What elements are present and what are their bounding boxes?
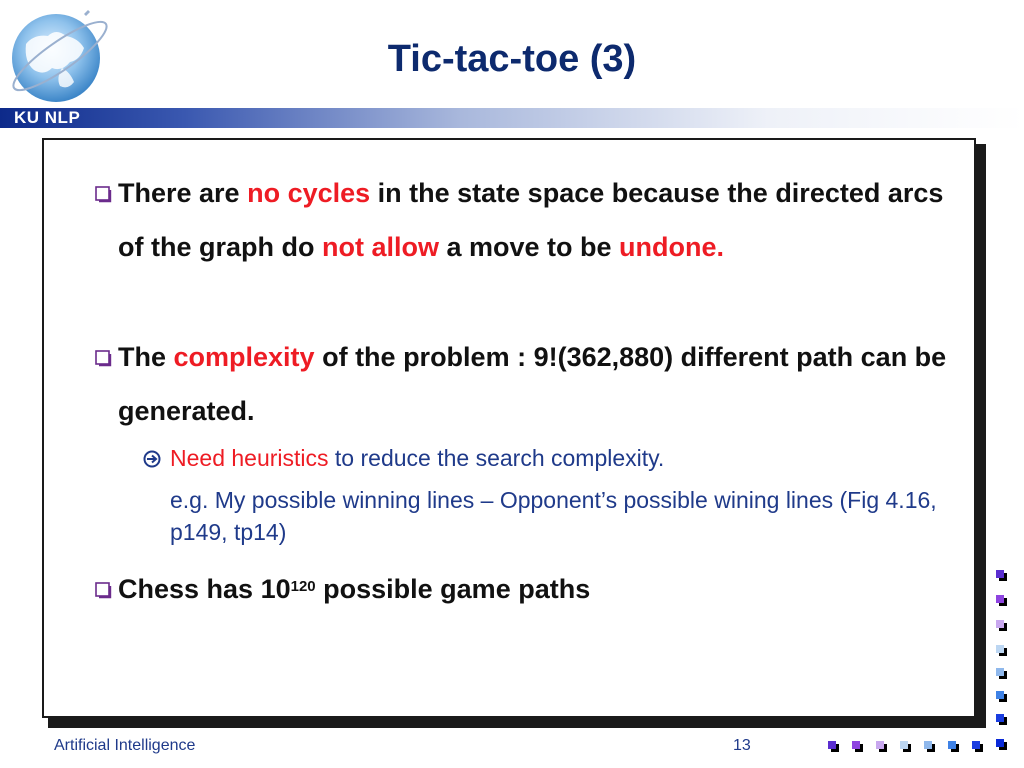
sub-bullet-1-continuation <box>170 484 944 548</box>
bullet-1-part3: a move to be <box>438 232 620 262</box>
sub-bullet-1-rest: to reduce the search complexity. <box>328 445 665 471</box>
colored-square-icon <box>852 741 863 752</box>
square-box-bullet-icon <box>90 184 118 206</box>
bullet-3-part1: Chess has 10 <box>118 574 291 604</box>
bullet-1 <box>90 180 964 274</box>
bullet-3 <box>90 576 964 616</box>
bullet-1-part1: There are <box>118 178 248 208</box>
square-box-bullet-icon <box>90 580 118 602</box>
colored-square-icon <box>876 741 887 752</box>
bullet-3-text <box>118 562 590 616</box>
bullet-1-part2: in the state space because the directed arcs of the graph do <box>118 178 944 262</box>
colored-square-icon <box>900 741 911 752</box>
slide-title: Tic-tac-toe (3) <box>387 38 637 80</box>
colored-square-icon <box>996 620 1007 631</box>
colored-square-icon <box>996 645 1007 656</box>
circled-arrow-bullet-icon <box>136 448 170 470</box>
colored-square-icon <box>972 741 983 752</box>
colored-square-icon <box>996 714 1007 725</box>
colored-square-icon <box>924 741 935 752</box>
colored-square-icon <box>996 739 1007 750</box>
bullet-3-exponent: 120 <box>290 578 316 595</box>
bullet-2-part1: The <box>118 342 174 372</box>
footer-course-title: Artificial Intelligence <box>54 737 196 754</box>
colored-square-icon <box>828 741 839 752</box>
bullet-2-part2: of the problem : 9!(362,880) different path can be generated. <box>118 342 947 426</box>
header-bar <box>0 108 1024 128</box>
bullet-2-text <box>118 330 964 438</box>
bullet-2-highlight1: complexity <box>173 342 315 372</box>
bullet-1-highlight2: not allow <box>321 232 439 262</box>
colored-square-icon <box>996 691 1007 702</box>
sub-bullet-1 <box>136 445 964 474</box>
bullet-1-highlight3: undone. <box>619 232 725 262</box>
colored-square-icon <box>948 741 959 752</box>
logo-text: KU NLP <box>14 108 81 127</box>
footer-page-number: 13 <box>733 737 751 754</box>
sub-bullet-1-text <box>170 442 664 474</box>
bullet-2 <box>90 344 964 438</box>
bullet-3-part2: possible game paths <box>315 574 591 604</box>
bullet-1-highlight1: no cycles <box>247 178 371 208</box>
bullet-1-text <box>118 166 964 274</box>
sub-bullet-1-continuation-text: e.g. My possible winning lines – Opponent’s possible wining lines (Fig 4.16, p149, tp14) <box>170 487 937 545</box>
square-box-bullet-icon <box>90 348 118 370</box>
colored-square-icon <box>996 570 1007 581</box>
colored-square-icon <box>996 595 1007 606</box>
colored-square-icon <box>996 668 1007 679</box>
sub-bullet-1-highlight: Need heuristics <box>170 445 329 471</box>
